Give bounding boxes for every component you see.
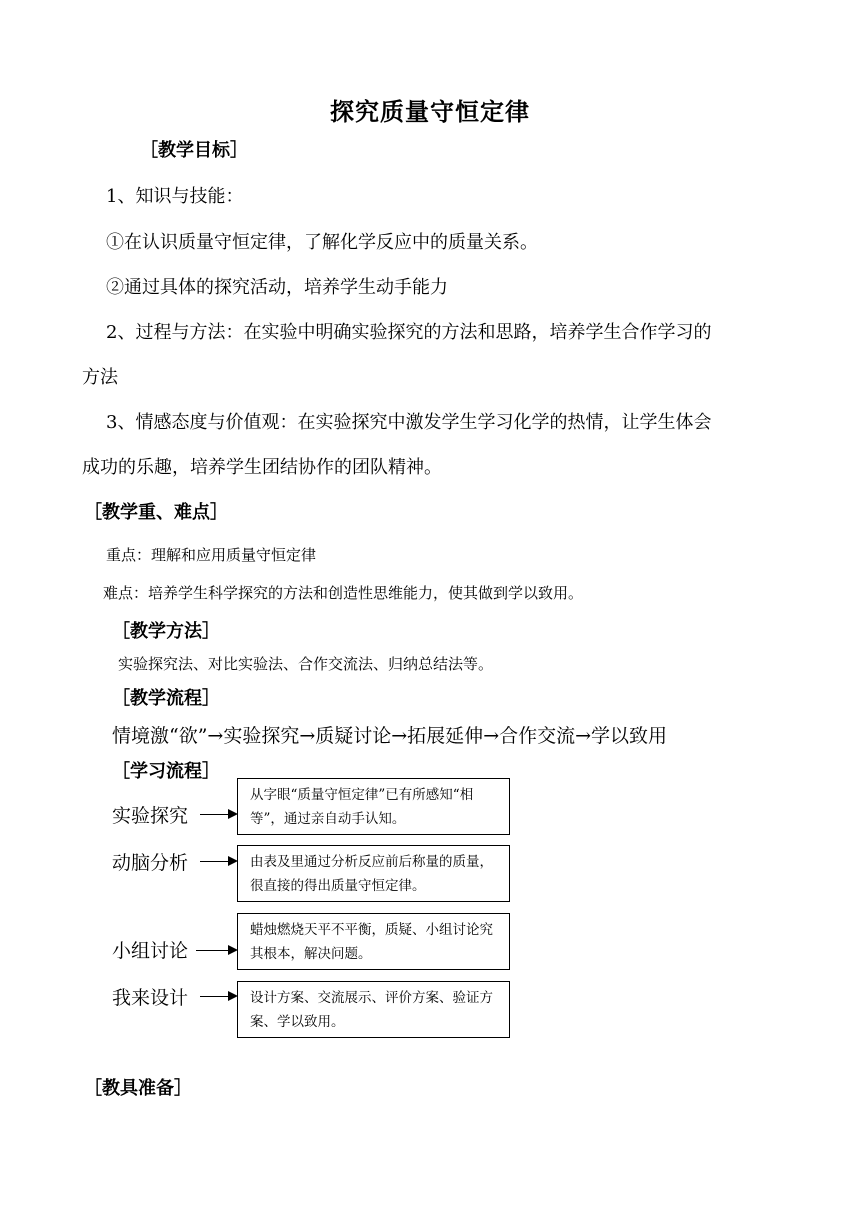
equipment-heading: ［教具准备］ (84, 1078, 192, 1099)
arrow-icon (196, 950, 236, 951)
objectives-heading: ［教学目标］ (140, 140, 248, 161)
flow-step-box: 设计方案、交流展示、评价方案、验证方案、学以致用。 (237, 981, 510, 1038)
teaching-flow-heading: ［教学流程］ (112, 688, 220, 709)
flow-step-label: 实验探究 (112, 805, 189, 827)
key-points-heading: ［教学重、难点］ (84, 502, 228, 523)
flow-step-box: 蜡烛燃烧天平不平衡，质疑、小组讨论究其根本，解决问题。 (237, 913, 510, 970)
arrow-icon (200, 814, 236, 815)
arrow-icon (200, 996, 236, 997)
objective-1b: ②通过具体的探究活动，培养学生动手能力 (106, 277, 448, 298)
flow-step-label: 小组讨论 (112, 940, 189, 962)
objective-1: 1、知识与技能： (106, 186, 244, 207)
flow-step-label: 动脑分析 (112, 852, 189, 874)
objective-1a: ①在认识质量守恒定律，了解化学反应中的质量关系。 (106, 232, 538, 253)
learning-flow-heading: ［学习流程］ (112, 761, 220, 782)
methods-heading: ［教学方法］ (112, 621, 220, 642)
flow-step-label: 我来设计 (112, 987, 189, 1009)
flow-step-box: 从字眼“质量守恒定律”已有所感知“相等”，通过亲自动手认知。 (237, 778, 510, 835)
methods-text: 实验探究法、对比实验法、合作交流法、归纳总结法等。 (118, 655, 494, 673)
objective-2-line1: 2、过程与方法：在实验中明确实验探究的方法和思路，培养学生合作学习的 (106, 322, 712, 343)
page-title: 探究质量守恒定律 (330, 97, 530, 126)
objective-2-line2: 方法 (82, 367, 118, 388)
difficult-point: 难点：培养学生科学探究的方法和创造性思维能力，使其做到学以致用。 (103, 584, 584, 602)
objective-3-line1: 3、情感态度与价值观：在实验探究中激发学生学习化学的热情，让学生体会 (106, 412, 712, 433)
arrow-icon (200, 861, 236, 862)
flow-step-box: 由表及里通过分析反应前后称量的质量，很直接的得出质量守恒定律。 (237, 845, 510, 902)
key-point: 重点：理解和应用质量守恒定律 (106, 546, 317, 564)
teaching-flow-text: 情境激“欲”→实验探究→质疑讨论→拓展延伸→合作交流→学以致用 (112, 725, 668, 747)
objective-3-line2: 成功的乐趣，培养学生团结协作的团队精神。 (82, 457, 442, 478)
